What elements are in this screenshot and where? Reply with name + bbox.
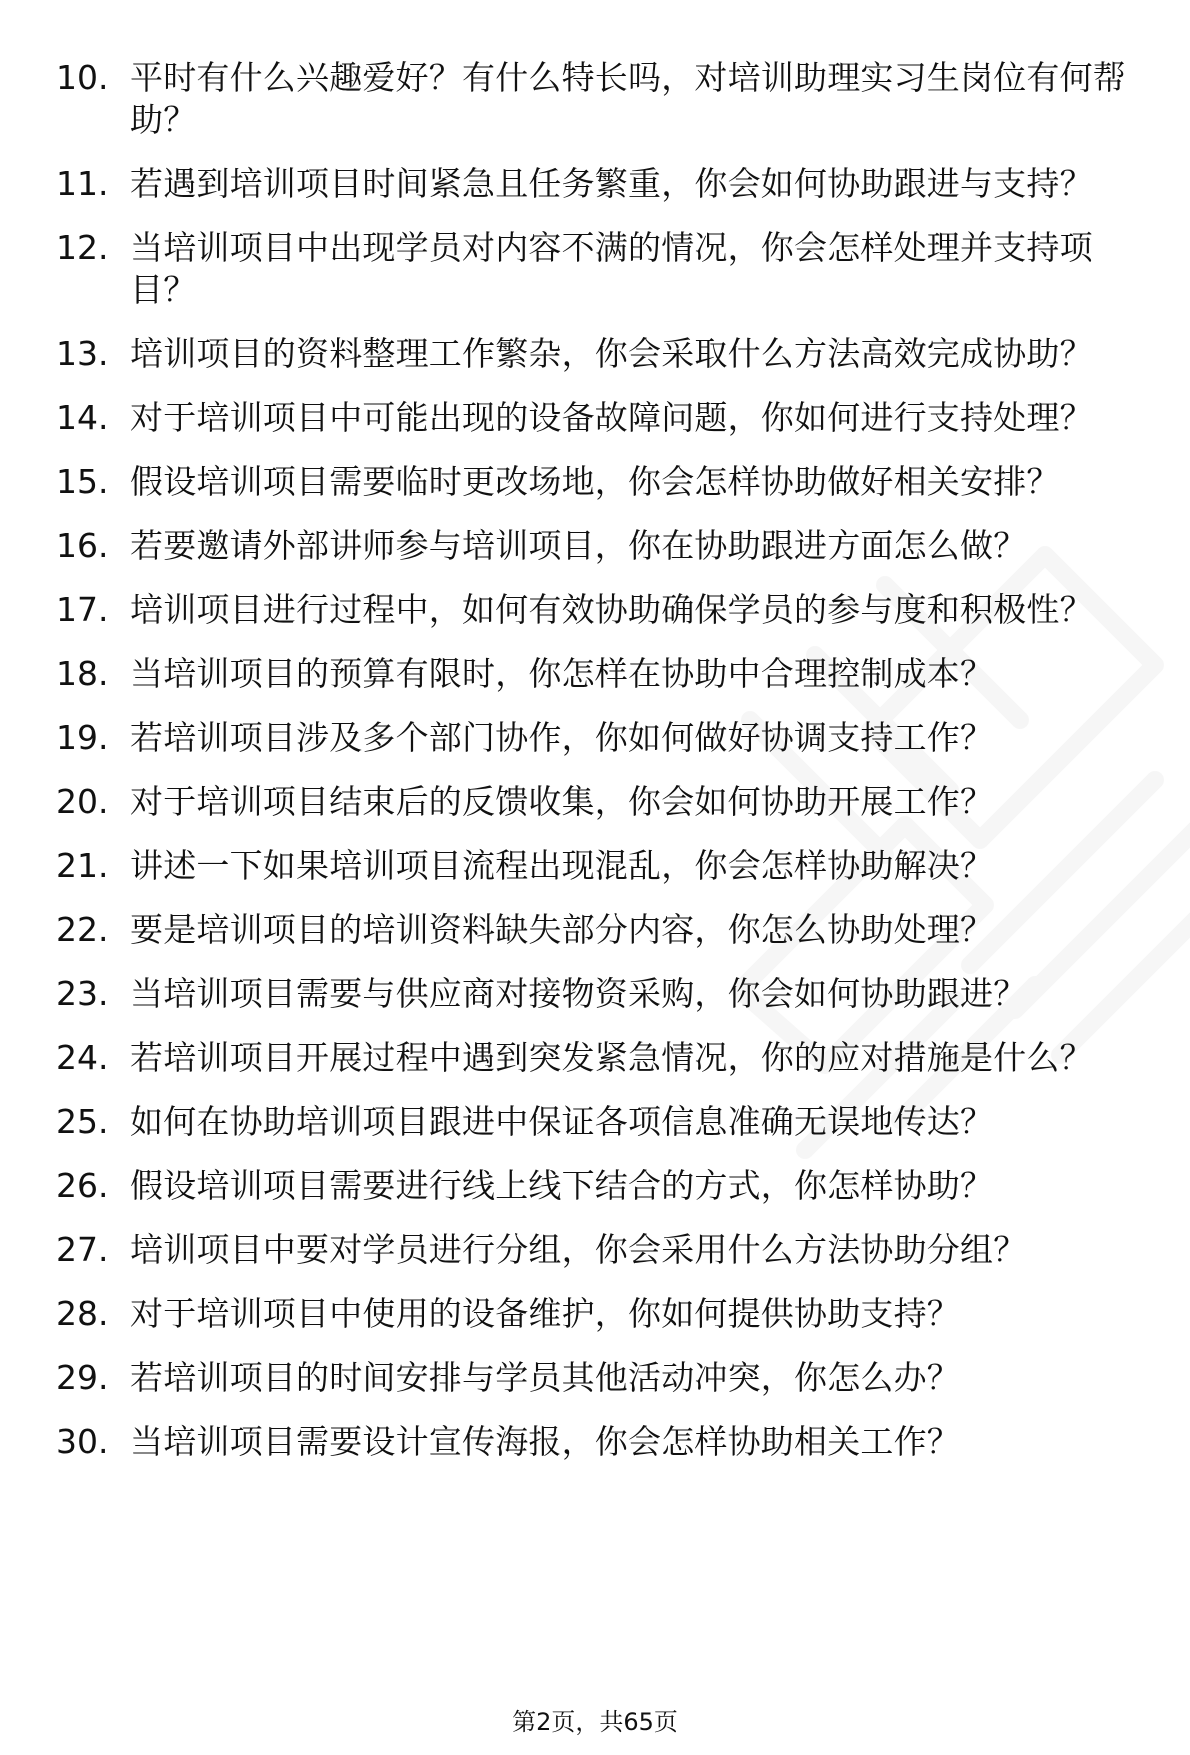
question-item-22 (56, 909, 1146, 951)
question-item-26 (56, 1165, 1146, 1207)
question-number: 24. (56, 1038, 109, 1077)
question-number: 18. (56, 654, 109, 693)
question-text: 平时有什么兴趣爱好？有什么特长吗，对培训助理实习生岗位有何帮助？ (130, 58, 1126, 139)
question-item-23 (56, 973, 1146, 1015)
question-number: 29. (56, 1358, 109, 1397)
question-item-17 (56, 589, 1146, 631)
question-number: 13. (56, 334, 109, 373)
question-number: 30. (56, 1422, 109, 1461)
question-number: 20. (56, 782, 109, 821)
question-number: 27. (56, 1230, 109, 1269)
question-item-25 (56, 1101, 1146, 1143)
question-number: 10. (56, 58, 109, 97)
question-item-16 (56, 525, 1146, 567)
question-text: 对于培训项目中使用的设备维护，你如何提供协助支持？ (130, 1294, 960, 1333)
question-number: 23. (56, 974, 109, 1013)
question-item-19 (56, 717, 1146, 759)
question-number: 17. (56, 590, 109, 629)
question-text: 培训项目的资料整理工作繁杂，你会采取什么方法高效完成协助？ (130, 334, 1093, 373)
question-item-12 (56, 227, 1146, 311)
question-text: 若遇到培训项目时间紧急且任务繁重，你会如何协助跟进与支持？ (130, 164, 1093, 203)
question-number: 14. (56, 398, 109, 437)
question-text: 假设培训项目需要临时更改场地，你会怎样协助做好相关安排？ (130, 462, 1060, 501)
question-item-13 (56, 333, 1146, 375)
question-number: 11. (56, 164, 109, 203)
page-indicator: 第2页，共65页 (512, 1708, 678, 1736)
question-text: 当培训项目需要与供应商对接物资采购，你会如何协助跟进？ (130, 974, 1027, 1013)
question-text: 讲述一下如果培训项目流程出现混乱，你会怎样协助解决？ (130, 846, 994, 885)
question-item-18 (56, 653, 1146, 695)
question-item-28 (56, 1293, 1146, 1335)
question-text: 当培训项目需要设计宣传海报，你会怎样协助相关工作？ (130, 1422, 960, 1461)
question-number: 19. (56, 718, 109, 757)
question-item-11 (56, 163, 1146, 205)
question-text: 若培训项目开展过程中遇到突发紧急情况，你的应对措施是什么？ (130, 1038, 1093, 1077)
question-item-15 (56, 461, 1146, 503)
question-text: 当培训项目的预算有限时，你怎样在协助中合理控制成本？ (130, 654, 994, 693)
question-number: 15. (56, 462, 109, 501)
question-number: 26. (56, 1166, 109, 1205)
question-text: 假设培训项目需要进行线上线下结合的方式，你怎样协助？ (130, 1166, 994, 1205)
question-item-14 (56, 397, 1146, 439)
question-text: 当培训项目中出现学员对内容不满的情况，你会怎样处理并支持项目？ (130, 228, 1093, 309)
question-number: 21. (56, 846, 109, 885)
question-number: 22. (56, 910, 109, 949)
question-text: 如何在协助培训项目跟进中保证各项信息准确无误地传达？ (130, 1102, 994, 1141)
question-list (56, 57, 1146, 1485)
question-text: 对于培训项目结束后的反馈收集，你会如何协助开展工作？ (130, 782, 994, 821)
question-item-27 (56, 1229, 1146, 1271)
question-item-20 (56, 781, 1146, 823)
question-text: 若培训项目的时间安排与学员其他活动冲突，你怎么办？ (130, 1358, 960, 1397)
question-text: 要是培训项目的培训资料缺失部分内容，你怎么协助处理？ (130, 910, 994, 949)
question-number: 12. (56, 228, 109, 267)
question-item-24 (56, 1037, 1146, 1079)
question-text: 若培训项目涉及多个部门协作，你如何做好协调支持工作？ (130, 718, 994, 757)
question-number: 28. (56, 1294, 109, 1333)
question-item-10 (56, 57, 1146, 141)
question-number: 25. (56, 1102, 109, 1141)
question-text: 培训项目进行过程中，如何有效协助确保学员的参与度和积极性？ (130, 590, 1093, 629)
question-item-29 (56, 1357, 1146, 1399)
question-text: 若要邀请外部讲师参与培训项目，你在协助跟进方面怎么做？ (130, 526, 1027, 565)
question-number: 16. (56, 526, 109, 565)
question-item-21 (56, 845, 1146, 887)
question-item-30 (56, 1421, 1146, 1463)
question-text: 对于培训项目中可能出现的设备故障问题，你如何进行支持处理？ (130, 398, 1093, 437)
question-text: 培训项目中要对学员进行分组，你会采用什么方法协助分组？ (130, 1230, 1027, 1269)
